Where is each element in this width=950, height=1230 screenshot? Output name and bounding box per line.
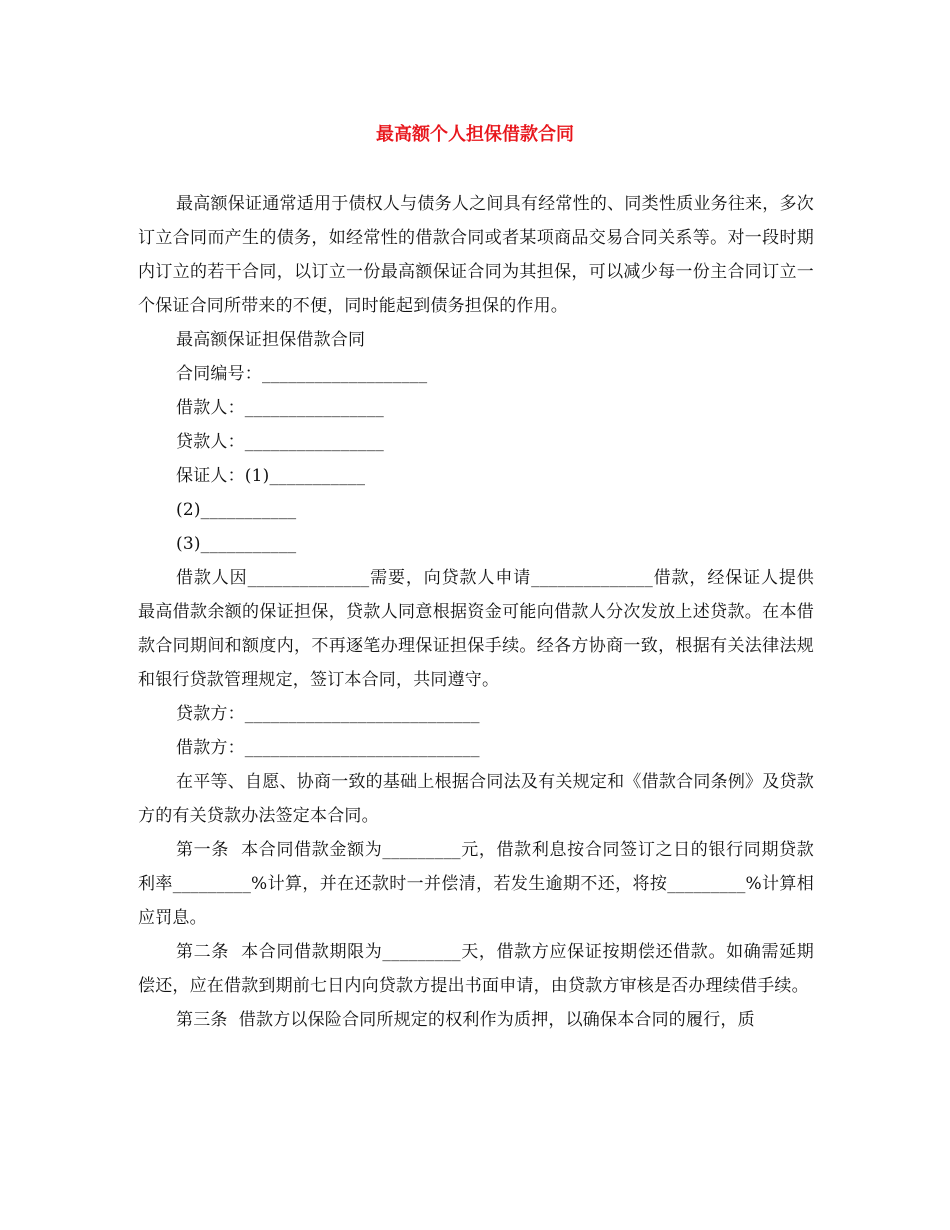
contract-number-field: 合同编号：___________________ [176,364,428,384]
guarantor-field-2: (2)___________ [176,500,297,520]
borrower-field: 借款人：________________ [176,398,384,418]
article-2: 第二条 本合同借款期限为_________天，借款方应保证按期偿还借款。如确需延期偿还，应在借款到期前七日内向贷款方提出书面申请，由贷款方审核是否办理续借手续。 [138,942,814,996]
article-1: 第一条 本合同借款金额为_________元，借款利息按合同签订之日的银行同期贷款利率_________%计算，并在还款时一并偿清，若发生逾期不还，将按_________%计算相应罚息。 [138,840,814,928]
borrower-party-field: 借款方：___________________________ [176,738,480,758]
guarantor-field-1: 保证人：(1)___________ [176,466,366,486]
lender-party-field: 贷款方：___________________________ [176,704,480,724]
lender-field: 贷款人：________________ [176,432,384,452]
preamble-paragraph: 借款人因______________需要，向贷款人申请______________借款，经保证人提供最高借款余额的保证担保，贷款人同意根据资金可能向借款人分次发放上述贷款。在本借款合同期间和额度内，不再逐笔办理保证担保手续。经各方协商一致，根据有关法律法规和银行贷款管理规定，签订本合同，共同遵守。 [138,568,814,690]
basis-paragraph: 在平等、自愿、协商一致的基础上根据合同法及有关规定和《借款合同条例》及贷款方的有关贷款办法签定本合同。 [138,772,814,826]
subtitle-line: 最高额保证担保借款合同 [176,330,366,350]
guarantor-field-3: (3)___________ [176,534,297,554]
document-body [138,187,814,1037]
intro-paragraph: 最高额保证通常适用于债权人与债务人之间具有经常性的、同类性质业务往来，多次订立合同而产生的债务，如经常性的借款合同或者某项商品交易合同关系等。对一段时期内订立的若干合同，以订立一份最高额保证合同为其担保，可以减少每一份主合同订立一个保证合同所带来的不便，同时能起到债务担保的作用。 [138,194,814,316]
article-3: 第三条 借款方以保险合同所规定的权利作为质押，以确保本合同的履行，质 [176,1010,755,1030]
document-title: 最高额个人担保借款合同 [376,124,574,145]
